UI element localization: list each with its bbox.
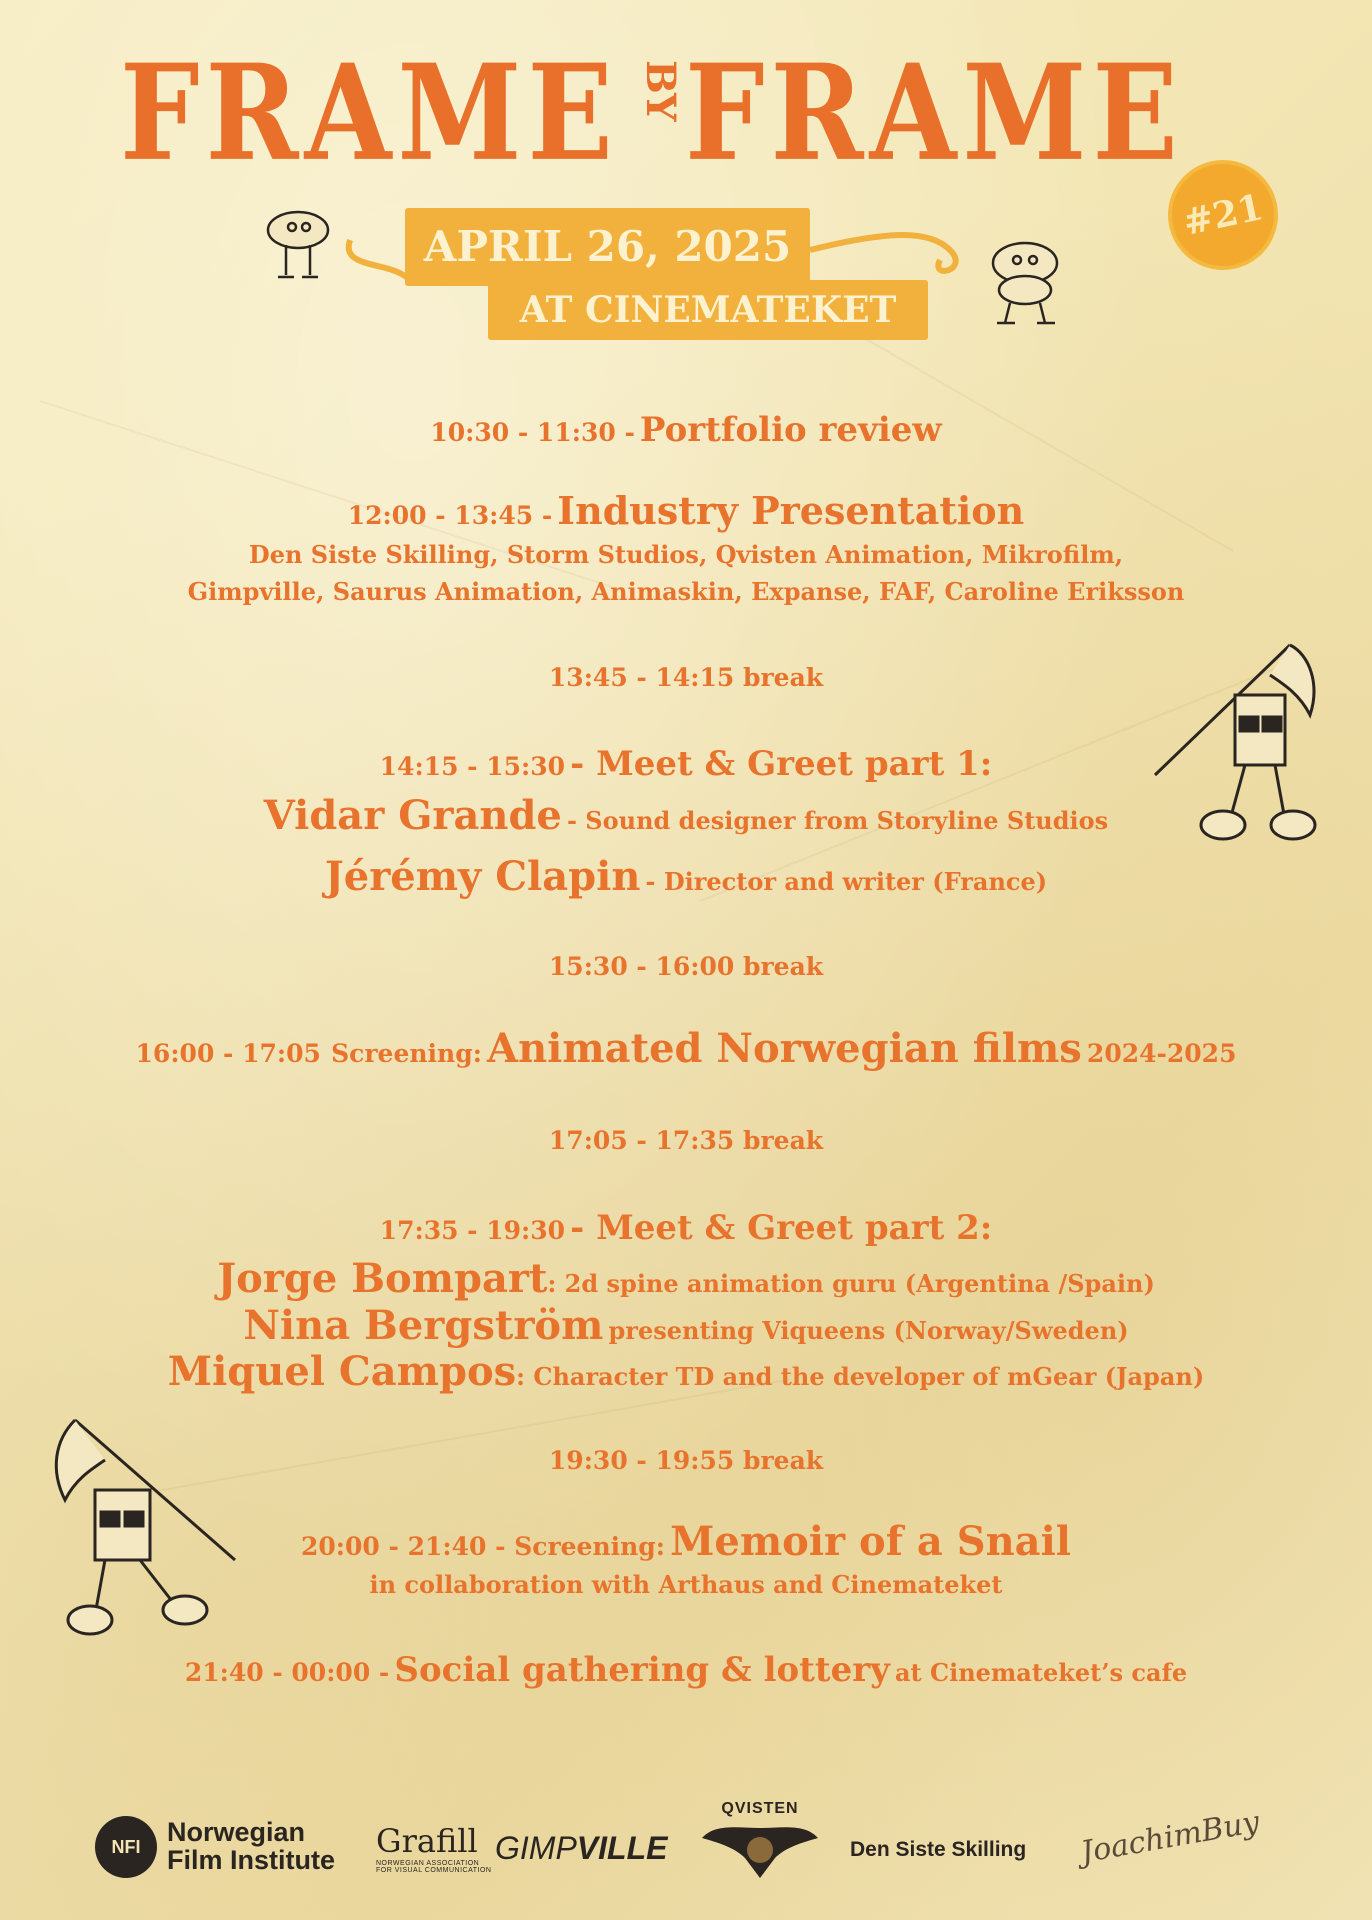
grafill-subtitle: FOR VISUAL COMMUNICATION xyxy=(376,1867,492,1874)
mushroom-mascot-icon xyxy=(975,235,1075,330)
session-time: 17:35 - 19:30 xyxy=(379,1216,566,1245)
guest-name: Nina Bergström xyxy=(243,1302,604,1349)
session-title: Memoir of a Snail xyxy=(670,1518,1071,1565)
session-meet-greet-2 xyxy=(0,1208,1372,1248)
session-screening-norwegian xyxy=(0,1025,1372,1072)
session-title: - Meet & Greet part 1: xyxy=(570,744,993,784)
event-date: APRIL 26, 2025 xyxy=(405,208,810,286)
session-industry-presentation xyxy=(0,488,1372,533)
mushroom-mascot-icon xyxy=(258,205,338,290)
break-item: 15:30 - 16:00 break xyxy=(548,952,824,981)
session-detail: in collaboration with Arthaus and Cinemateket xyxy=(369,1570,1003,1599)
gimpville-part: VILLE xyxy=(576,1830,668,1866)
den-siste-skilling-logo: Den Siste Skilling xyxy=(850,1838,1027,1861)
guest-name: Jorge Bompart xyxy=(217,1255,548,1302)
break-item: 13:45 - 14:15 break xyxy=(548,663,824,692)
edition-badge: #21 xyxy=(1158,150,1288,280)
guest-name: Vidar Grande xyxy=(263,792,562,839)
guest-description: presenting Viqueens (Norway/Sweden) xyxy=(608,1316,1129,1345)
guest-name: Miquel Campos xyxy=(167,1348,517,1395)
nfi-line-1: Norwegian xyxy=(167,1817,306,1847)
guest-item xyxy=(0,1255,1372,1302)
grafill-logo xyxy=(376,1822,491,1874)
sponsor-logos xyxy=(0,1800,1372,1890)
break-item: 19:30 - 19:55 break xyxy=(548,1446,824,1475)
guest-description: - Director and writer (France) xyxy=(645,867,1048,896)
nfi-line-2: Film Institute xyxy=(167,1845,335,1875)
event-venue: AT CINEMATEKET xyxy=(488,280,928,340)
grafill-subtitle: NORWEGIAN ASSOCIATION xyxy=(376,1860,480,1867)
session-title: Social gathering & lottery xyxy=(394,1650,890,1690)
guest-item xyxy=(0,1302,1372,1349)
flag-mascot-icon xyxy=(35,1410,245,1650)
guest-item xyxy=(0,1348,1372,1395)
title-by: BY xyxy=(637,60,684,122)
session-title: Animated Norwegian films xyxy=(487,1025,1082,1072)
flag-mascot-icon xyxy=(1135,625,1335,855)
gimpville-logo xyxy=(495,1830,667,1867)
session-time: 12:00 - 13:45 - xyxy=(347,501,553,530)
session-label: Screening: xyxy=(331,1039,482,1068)
qvisten-wordmark: QVISTEN xyxy=(721,1800,799,1817)
nfi-mark-icon: NFI xyxy=(95,1816,157,1878)
gimpville-part: GIMP xyxy=(495,1830,577,1866)
session-social-gathering xyxy=(0,1650,1372,1690)
guest-description: - Sound designer from Storyline Studios xyxy=(566,806,1109,835)
guest-description: : 2d spine animation guru (Argentina /Spain) xyxy=(547,1269,1155,1298)
signature-logo: JoachimBuy xyxy=(1078,1804,1263,1871)
session-time: 20:00 - 21:40 - Screening: xyxy=(301,1532,666,1561)
session-title: - Meet & Greet part 2: xyxy=(570,1208,993,1248)
session-time: 21:40 - 00:00 - xyxy=(184,1658,390,1687)
guest-name: Jérémy Clapin xyxy=(324,853,641,900)
session-title: Portfolio review xyxy=(639,410,942,450)
title-word-frame-2: FRAME xyxy=(685,36,1184,191)
qvisten-logo xyxy=(700,1800,820,1890)
grafill-wordmark: Grafill xyxy=(376,1822,478,1860)
nfi-wordmark xyxy=(167,1818,335,1874)
session-detail: Gimpville, Saurus Animation, Animaskin, Expanse, FAF, Caroline Eriksson xyxy=(187,577,1185,606)
guest-description: : Character TD and the developer of mGear (Japan) xyxy=(516,1362,1205,1391)
guest-item xyxy=(0,853,1372,900)
session-detail: at Cinemateket’s cafe xyxy=(894,1658,1188,1687)
session-time: 14:15 - 15:30 xyxy=(379,752,566,781)
title-word-frame: FRAME xyxy=(120,36,619,191)
session-detail: Den Siste Skilling, Storm Studios, Qvisten Animation, Mikrofilm, xyxy=(248,540,1124,569)
session-portfolio-review xyxy=(0,410,1372,450)
session-time: 10:30 - 11:30 - xyxy=(430,418,635,447)
break-item: 17:05 - 17:35 break xyxy=(548,1126,824,1155)
session-time: 16:00 - 17:05 xyxy=(135,1039,321,1068)
session-title: Industry Presentation xyxy=(557,488,1025,533)
qvisten-wings-icon xyxy=(700,1818,820,1883)
session-years: 2024-2025 xyxy=(1086,1039,1237,1068)
